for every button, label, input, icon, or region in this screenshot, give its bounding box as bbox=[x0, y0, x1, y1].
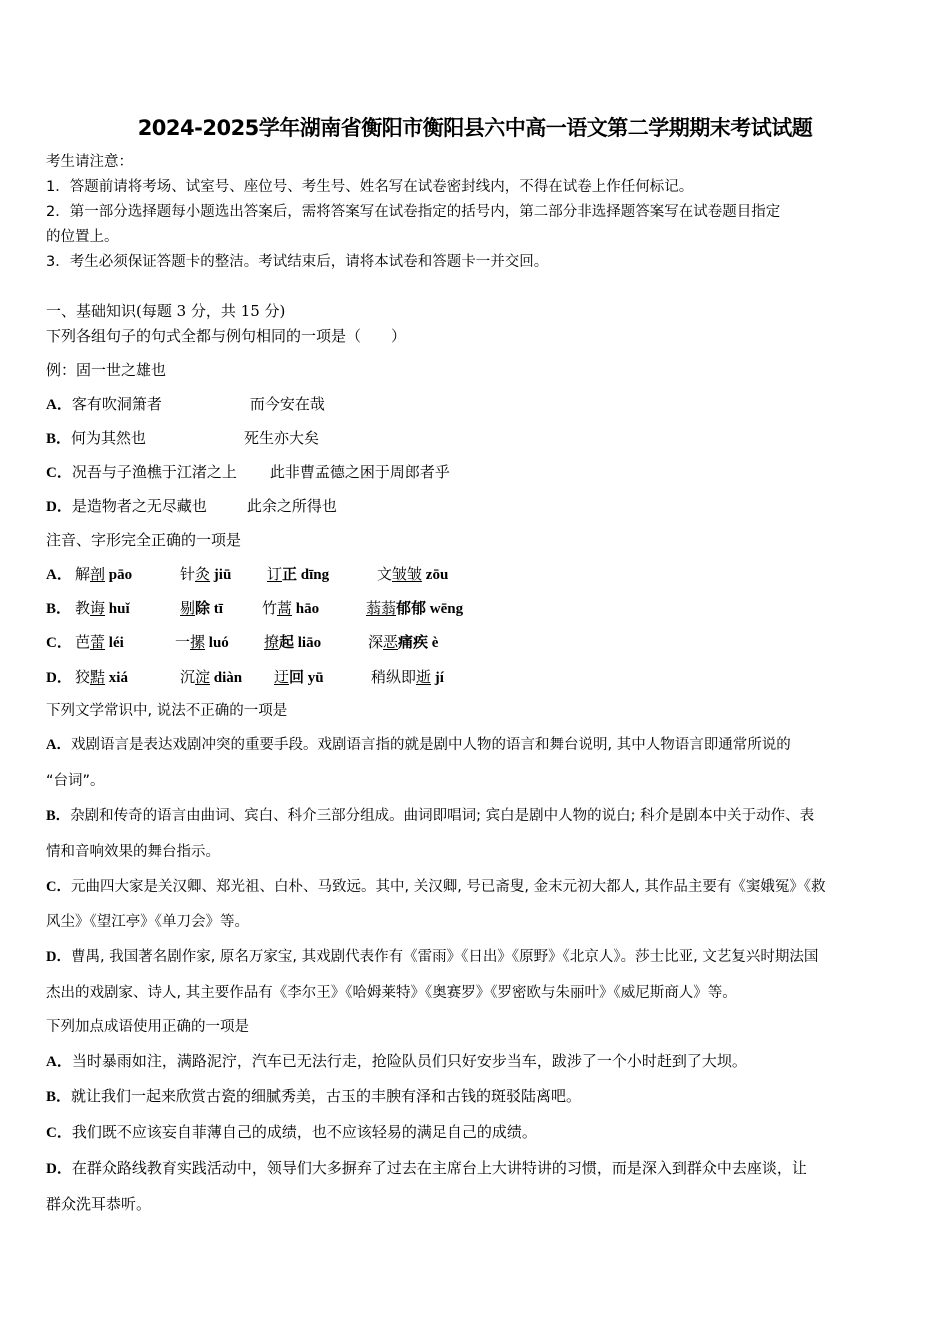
question-stem: 注音、字形完全正确的一项是 bbox=[46, 531, 242, 549]
option-d bbox=[46, 496, 337, 517]
option-d-cont: 群众洗耳恭听。 bbox=[46, 1195, 152, 1213]
option-c: C．我们既不应该妄自菲薄自己的成绩，也不应该轻易的满足自己的成绩。 bbox=[46, 1123, 537, 1141]
option-a: A．当时暴雨如注，满路泥泞，汽车已无法行走，抢险队员们只好安步当车，跋涉了一个小时赶到了大坝。 bbox=[46, 1052, 747, 1070]
option-a: A．戏剧语言是表达戏剧冲突的重要手段。戏剧语言指的就是剧中人物的语言和舞台说明, 其中人物语言即通常所说的 bbox=[46, 737, 791, 753]
notice-item: 1．答题前请将考场、试室号、座位号、考生号、姓名写在试卷密封线内，不得在试卷上作任何标记。 bbox=[46, 179, 694, 195]
option-text: 死生亦大矣 bbox=[244, 429, 320, 447]
option-label: C． bbox=[46, 635, 72, 651]
option-a bbox=[46, 394, 325, 415]
option-label: D． bbox=[46, 670, 72, 686]
option-c: C． 芭蕾 léi 一摞 luó 撩起 liāo 深恶痛疾 è bbox=[46, 633, 439, 651]
notice-heading: 考生请注意： bbox=[46, 154, 133, 170]
section-heading: 一、基础知识(每题 3 分，共 15 分) bbox=[46, 302, 286, 320]
option-a: A． 解剖 pāo 针灸 jiū 订正 dīng 文皱皱 zōu bbox=[46, 565, 449, 583]
option-b: B． 教诲 huǐ 剔除 tī 竹蒿 hāo 蓊蓊郁郁 wēng bbox=[46, 599, 464, 617]
option-text: 此非曹孟德之困于周郎者乎 bbox=[269, 463, 450, 481]
option-d: D．曹禺, 我国著名剧作家, 原名万家宝, 其戏剧代表作有《雷雨》《日出》《原野》《北京人》。莎士比亚, 文艺复兴时期法国 bbox=[46, 949, 819, 965]
option-text: 何为其然也 bbox=[71, 429, 147, 447]
option-text: 客有吹洞箫者 bbox=[71, 395, 162, 413]
option-b: B．杂剧和传奇的语言由曲词、宾白、科介三部分组成。曲词即唱词; 宾白是剧中人物的说白; 科介是剧本中关于动作、表 bbox=[46, 808, 815, 824]
option-d-cont: 杰出的戏剧家、诗人, 其主要作品有《李尔王》《哈姆莱特》《奥赛罗》《罗密欧与朱丽叶》《威尼斯商人》等。 bbox=[46, 985, 737, 1001]
option-text: 是造物者之无尽藏也 bbox=[71, 497, 207, 515]
option-text: 况吾与子渔樵于江渚之上 bbox=[71, 463, 237, 481]
option-c bbox=[46, 462, 450, 483]
option-label: B． bbox=[46, 431, 72, 447]
option-label: A． bbox=[46, 397, 72, 413]
option-b bbox=[46, 428, 319, 449]
notice-item: 2．第一部分选择题每小题选出答案后，需将答案写在试卷指定的括号内，第二部分非选择题答案写在试卷题目指定 bbox=[46, 204, 781, 220]
option-text: 此余之所得也 bbox=[246, 497, 337, 515]
notice-item: 3．考生必须保证答题卡的整洁。考试结束后，请将本试卷和答题卡一并交回。 bbox=[46, 254, 549, 270]
question-stem: 下列文学常识中, 说法不正确的一项是 bbox=[46, 703, 288, 719]
question-stem: 下列各组句子的句式全都与例句相同的一项是（ ） bbox=[46, 327, 407, 345]
option-d: D．在群众路线教育实践活动中，领导们大多摒弃了过去在主席台上大讲特讲的习惯，而是深入到群众中去座谈，让 bbox=[46, 1159, 807, 1177]
option-label: D． bbox=[46, 499, 72, 515]
option-c: C．元曲四大家是关汉卿、郑光祖、白朴、马致远。其中, 关汉卿, 号已斋叟, 金末元初大都人, 其作品主要有《窦娥冤》《救 bbox=[46, 879, 826, 895]
option-text: 而今安在哉 bbox=[249, 395, 325, 413]
question-stem: 下列加点成语使用正确的一项是 bbox=[46, 1019, 249, 1035]
option-b-cont: 情和音响效果的舞台指示。 bbox=[46, 844, 220, 860]
notice-item: 的位置上。 bbox=[46, 229, 119, 245]
option-label: C． bbox=[46, 465, 72, 481]
option-b: B．就让我们一起来欣赏古瓷的细腻秀美，古玉的丰腴有泽和古钱的斑驳陆离吧。 bbox=[46, 1087, 582, 1105]
example-sentence: 例：固一世之雄也 bbox=[46, 361, 167, 379]
option-label: B． bbox=[46, 601, 72, 617]
option-d: D． 狡黠 xiá 沉淀 diàn 迂回 yū 稍纵即逝 jí bbox=[46, 668, 444, 686]
option-label: A． bbox=[46, 567, 72, 583]
option-c-cont: 风尘》《望江亭》《单刀会》等。 bbox=[46, 914, 249, 930]
option-a-cont: “台词”。 bbox=[46, 773, 105, 789]
page-title: 2024-2025学年湖南省衡阳市衡阳县六中高一语文第二学期期末考试试题 bbox=[137, 116, 813, 140]
